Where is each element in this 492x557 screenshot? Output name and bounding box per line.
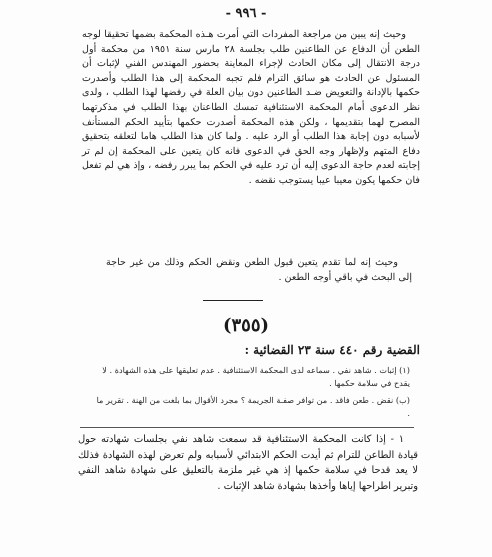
case-summary-2 xyxy=(96,394,410,419)
case-title: القضية رقم ٤٤٠ سنة ٢٣ القضائية : xyxy=(244,343,420,357)
case-number: (٣٥٥) xyxy=(222,315,270,336)
body-paragraph-1 xyxy=(82,28,420,189)
case-paragraph-1-text: ١ - إذا كانت المحكمة الاستئنافية قد سمعت شاهد نفي بجلسات شهادته حول قيادة الطاعن للترام ثم أيدت الحكم الابتدائي لأسبابه ولم تعرض لهذه الشهادة فذلك لا يعد قدحا في سلامة حكمها إذ هي غير ملزمة بالتعليق على شهادة شاهد النفي وتبرير اطراحها إياها وأخذها بشهادة شاهد الإثبات . xyxy=(78,434,418,492)
section-divider xyxy=(203,300,263,301)
case-summary-1-text: (١) إثبات . شاهد نفي . سماعه لدى المحكمة الاستئنافية . عدم تعليقها على هذه الشهادة . لا يقدح في سلامة حكمها . xyxy=(102,365,410,388)
case-paragraph-1 xyxy=(78,432,418,494)
body-paragraph-1-text: وحيث إنه يبين من مراجعة المفردات التي أمرت هـذه المحكمة بضمها تحقيقا لوجه الطعن أن الدفاع عن الطاعنين طلب بجلسة ٢٨ مارس سنة ١٩٥١ من محكمة أول درجة الانتقال إلى مكان الحادث لإجراء المعاينة بحضور المهندس الفني لإثبات أن المسئول عن الحادث هو سائق الترام فلم تجبه المحكمة إلى هذا الطلب وأصدرت حكمها بالإدانة والتعويض ضـد الطاعنين دون بيان العلة في رفضها لهذا الطلب ، ولدى نظر الدعوى أمام المحكمة الاستئنافية تمسك الطاعنان بهذا الطلب في مذكرتهما المصرح لهما بتقديمها ، ولكن هذه المحكمة أصدرت حكمها بتأييد الحكم المستأنف لأسبابه دون إجابة هذا الطلب أو الرد عليه . ولما كان هذا الطلب هاما لتعلقه بتحقيق دفاع المتهم ولإظهار وجه الحق في الدعوى فانه كان يتعين على المحكمة إن لم تر إجابته لعدم حاجة الدعوى إليه أن ترد عليه في الحكم بما يبرر رفضه ، وإذ هي لم تفعل فان حكمها يكون معيبا عيبا يستوجب نقضه . xyxy=(82,29,420,186)
page-number: - ٩٩٦ - xyxy=(225,6,267,21)
case-summary-1 xyxy=(96,364,410,389)
case-summary-2-text: (ب) نقض . طعن فاقد . من توافر صفـة الجريمة ؟ مجرد الأقوال بما بلغت من الهنة . تقرير ما . xyxy=(96,395,410,418)
summary-divider xyxy=(80,427,414,428)
body-paragraph-2 xyxy=(106,256,412,285)
body-paragraph-2-text: وحيث إنه لما تقدم يتعين قبول الطعن ونقض الحكم وذلك من غير حاجة إلى البحث في باقي أوجه الطعن . xyxy=(106,257,412,283)
